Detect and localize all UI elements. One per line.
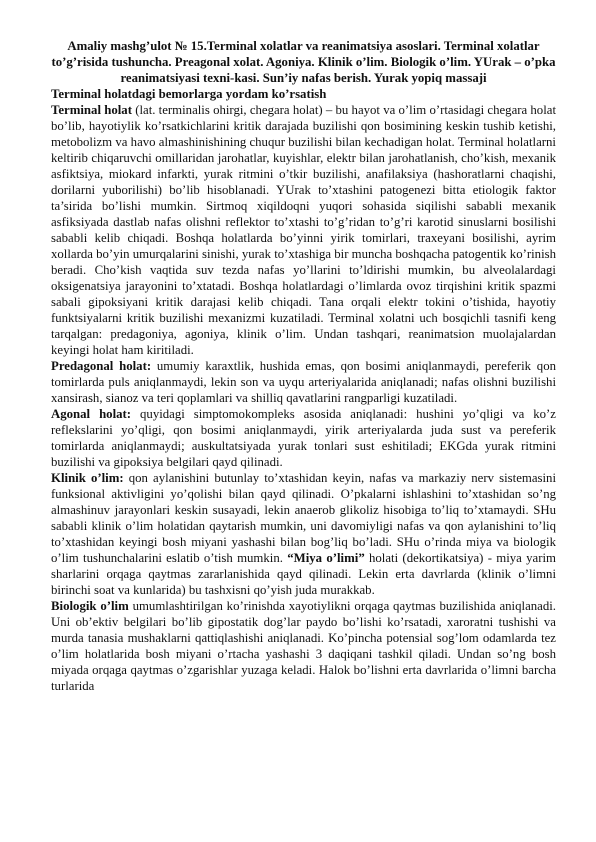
paragraph-biological-death [51, 598, 556, 694]
paragraph-terminal-state [51, 102, 556, 358]
paragraph-biological-text: umumlashtirilgan ko’rinishda xayotiylikni orqaga qaytmas buzilishida aniqlanadi. Uni ob’ektiv belgilari bo’lib gipostatik dog’lar paydo bo’lishi ko’rsatadi, xaroratni tushishi va murda tanasia mushaklarni qattiqlashishi aniqlanadi. Ko’pincha potensial sog’lom odamlarda tez o’lim holatlarida bosh miyani o’rtacha yashashi 3 daqiqani tashkil qiladi. Undan so’ng bosh miyada orqaga qaytmas o’zgarishlar yuzaga keladi. Halok bo’lishni erta davrlarida o’limni barcha turlarida [51, 599, 556, 693]
term-brain-death: “Miya o’limi” [287, 551, 365, 565]
paragraph-agonal-text: quyidagi simptomokompleks asosida aniqlanadi: hushini yo’qligi va ko’z reflekslarini yo’qligi, qon bosimi aniqlanmaydi, yirik arteriyalarda juda sust va pereferik tomirlarda aniqlanmaydi; auskultatsiyada yurak tonlari sust eshitiladi; EKGda yurak ritmini buzilishi va gipoksiya belgilari qayd qilinadi. [51, 407, 556, 469]
term-predagonal: Predagonal holat: [51, 359, 152, 373]
document-title: Amaliy mashg’ulot № 15.Terminal xolatlar va reanimatsiya asoslari. Terminal xolatlar to’g’risida tushuncha. Preagonal xolat. Agoniya. Klinik o’lim. Biologik o’lim. YUrak – o’pka reanimatsiyasi texni-kasi. Sun’iy nafas berish. Yurak yopiq massaji [51, 39, 556, 85]
term-agonal: Agonal holat: [51, 407, 132, 421]
section-heading: Terminal holatdagi bemorlarga yordam ko’rsatish [51, 87, 327, 101]
term-biological-death: Biologik o’lim [51, 599, 129, 613]
paragraph-predagonal-text: umumiy karaxtlik, hushida emas, qon bosimi aniqlanmaydi, pereferik qon tomirlarda puls aniqlanmaydi, lekin son va uyqu arteriyalarida aniqlanadi; nafas olishni buzilishi xansirash, sianoz va teri qoplamlari va shilliq qavatlarini rangparligi kuzatiladi. [51, 359, 556, 405]
term-terminal-state: Terminal holat [51, 103, 132, 117]
paragraph-predagonal [51, 358, 556, 406]
paragraph-clinical-text-1: qon aylanishini butunlay to’xtashidan keyin, nafas va markaziy nerv sistemasini funksional aktivligini yo’qolishi bilan qayd qilinadi. O’pkalarni ishlashini to’xtashidan so’ng almashinuv jarayonlari keskin susayadi, lekin anaerob glikoliz hisobiga to’liq to’xtamaydi. SHu sababli klinik o’lim holatidan qaytarish mumkin, uni davomiyligi nafas va qon aylanishini to’liq to’xtashidan keyingi bosh miyani yashashi bilan bog’liq bo’ladi. SHu o’rinda miya va biologik o’lim tushunchalarini eslatib o’tish mumkin. [51, 471, 557, 565]
paragraph-agonal [51, 406, 556, 470]
term-clinical-death: Klinik o’lim: [51, 471, 124, 485]
paragraph-clinical-text-2: holati (dekortikatsiya) - miya yarim sharlarini orqaga qaytmas zararlanishida qayd qilinadi. Lekin erta davrlarda (klinik o’limni birinchi soat va kunlarida) bu tashxisni qo’yish juda murakkab. [51, 551, 556, 597]
paragraph-clinical-death [51, 470, 556, 598]
paragraph-terminal-text: (lat. terminalis ohirgi, chegara holat) – bu hayot va o’lim o’rtasidagi chegara holat bo’lib, hayotiylik ko’rsatkichlarini kritik darajada buzilishi qon bosimining keskin tushib ketishi, metobolizm va havo almashinishining chuqur buzilishi bilan kechadigan holat. Terminal holatlarni keltirib chiqaruvchi omillaridan jarohatlar, kuyishlar, elektr bilan jarohatlanish, cho’kish, mexanik asfiktsiya, miokard infarkti, yurak ritmini o’tkir buzilishi, anafilaksiya (hashoratlarni chaqishi, dorilarni yuborilishi) bo’lib hisoblanadi. YUrak to’xtashini patogenezi bitta etiologik faktor ta’sirida bo’lishi mumkin. Sirtmoq xiqildoqni yuqori sohasida siqilishi sababli mexanik asfiksiyada dastlab nafas olishni reflektor to’xtashi to’g’ridan to’g’ri karotid sinuslarni bosilishi sababli kelib chiqadi. Boshqa holatlarda bo’yinni yirik tomirlari, traxeyani bosilishi, ayrim xollarda bo’yin umurqalarini sinishi, yurak to’xtashiga bir muncha boshqacha patogentik ko’rinish beradi. Cho’kish vaqtida suv tezda nafas yo’llarini to’ldirishi mumkin, bu alveolalardagi oksigenatsiya jarayonini to’xtatadi. Boshqa holatlardagi o’limlarda ovoz tirqishini kritik spazmi sabali gipoksiyani kritik darajasi kelib chiqadi. Tana orqali elektr tokini o’tishida, hayotiy funktsiyalarni kritik buzilishi mexanizmi kuzatiladi. Terminal xolatni uch bosqichli tasnifi keng tarqalgan: predagoniya, agoniya, klinik o’lim. Undan tashqari, reanimatsion muolajalardan keyingi holat ham kiritiladi. [51, 103, 557, 357]
